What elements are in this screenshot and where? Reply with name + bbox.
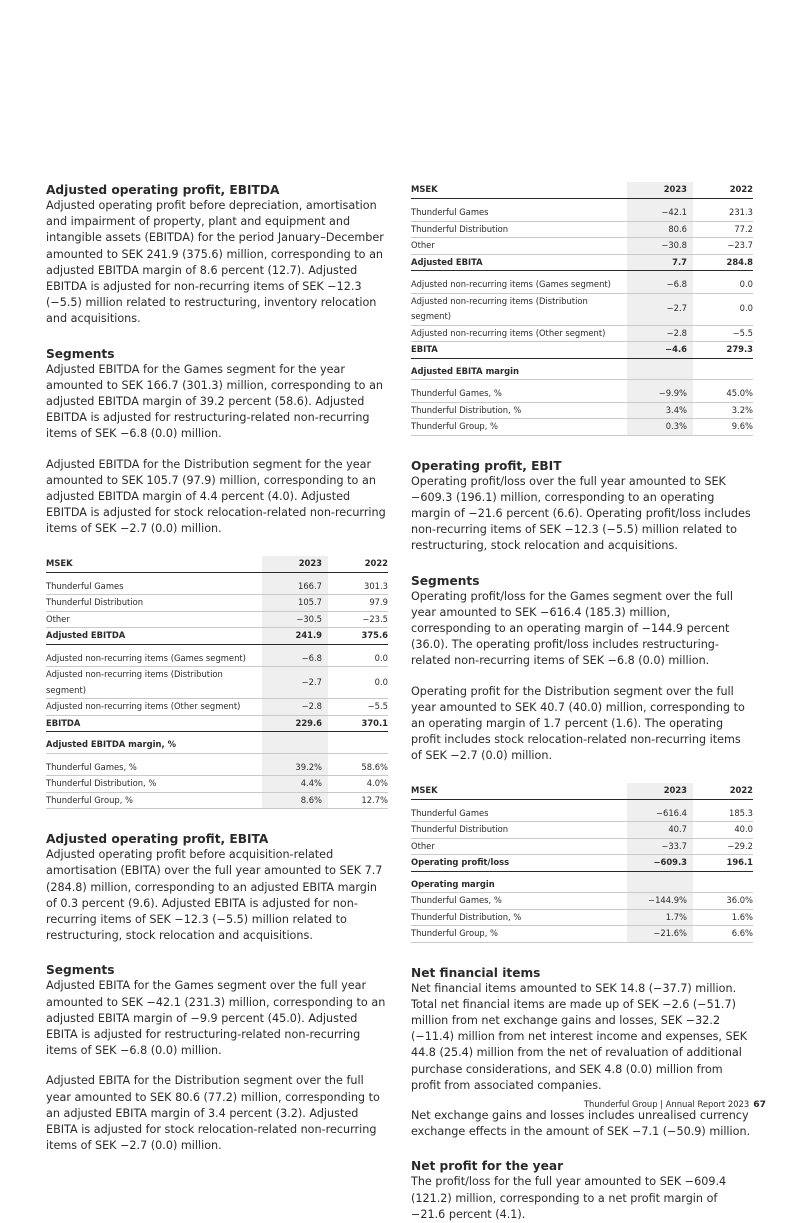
table-cell: 3.2% [693,402,753,419]
table-row [411,271,753,294]
table-cell: Thunderful Games, % [411,380,627,403]
table-cell: −144.9% [627,893,693,910]
table-cell: −6.8 [262,644,328,667]
table-cell: 40.7 [627,822,693,839]
table-header-cell: 2023 [262,556,328,573]
net-financial-paragraph-2: Net exchange gains and losses includes unrealised currency exchange effects in the amount of SEK −7.1 (−50.9) million. [411,1108,751,1139]
table-cell: 185.3 [693,799,753,822]
table-cell: −42.1 [627,199,693,222]
table-cell: 58.6% [328,753,388,776]
table-cell: EBITDA [46,715,262,732]
ebita-segments-paragraph-1: Adjusted EBITA for the Games segment over the full year amounted to SEK −42.1 (231.3) million, corresponding to an adjusted EBITA margin of −9.9 percent (45.0). Adjusted EBITA is adjusted for restructuring-related non-recurring items of SEK −6.8 (0.0) million. [46,979,386,1058]
ebita-segments-heading: Segments [46,963,115,978]
table-cell: −21.6% [627,926,693,943]
table-header-cell: 2023 [627,783,693,800]
right-column [411,182,753,1223]
table-cell: −2.8 [262,699,328,716]
table-header-cell: 2022 [328,556,388,573]
table-cell [627,358,693,380]
table-row [411,871,753,893]
ebit-segments-paragraph-1: Operating profit/loss for the Games segment over the full year amounted to SEK −616.4 (185.3) million, corresponding to an operating margin of −144.9 percent (36.0). The operating profit/loss includes restructuring-related non-recurring items of SEK −6.8 (0.0) million. [411,589,733,668]
table-row [411,838,753,855]
table-cell: Adjusted non-recurring items (Distribution segment) [411,293,627,325]
table-cell: 12.7% [328,792,388,809]
net-financial-paragraph-1: Net financial items amounted to SEK 14.8 (−37.7) million. Total net financial items are made up of SEK −2.6 (−51.7) million from net exchange gains and losses, SEK −32.2 (−11.4) million from net interest income and expenses, SEK 44.8 (25.4) million from the net of revaluation of additional purchase considerations, and SEK 4.8 (0.0) million from profit from associated companies. [411,981,748,1092]
table-row [411,855,753,872]
table-cell: −23.5 [328,611,388,628]
table-row [411,893,753,910]
table-row [46,667,388,699]
table-cell: 9.6% [693,419,753,436]
ebitda-segments-paragraph-1: Adjusted EBITDA for the Games segment for the year amounted to SEK 166.7 (301.3) million, corresponding to an adjusted EBITDA margin of 39.2 percent (58.6). Adjusted EBITDA is adjusted for restructuring-related non-recurring items of SEK −6.8 (0.0) million. [46,362,384,441]
table-cell: 3.4% [627,402,693,419]
table-row [411,402,753,419]
table-cell: 0.3% [627,419,693,436]
table-cell: 229.6 [262,715,328,732]
table-cell: Adjusted EBITDA margin, % [46,732,262,754]
table-cell: 0.0 [693,271,753,294]
table-header-cell: 2022 [693,182,753,199]
ebitda-segments-paragraph-2: Adjusted EBITDA for the Distribution segment for the year amounted to SEK 105.7 (97.9) million, corresponding to an adjusted EBITDA margin of 4.4 percent (4.0). Adjusted EBITDA is adjusted for stock relocation-related non-recurring items of SEK −2.7 (0.0) million. [46,457,386,536]
table-cell [262,732,328,754]
table-header-cell: MSEK [411,783,627,800]
page-number: 67 [753,1099,766,1110]
table-cell [693,871,753,893]
table-cell: 375.6 [328,628,388,645]
table-cell [328,732,388,754]
table-cell: −5.5 [693,325,753,342]
table-cell: Adjusted non-recurring items (Other segment) [46,699,262,716]
table-row [46,699,388,716]
table-row [46,776,388,793]
table-cell: Thunderful Games [46,572,262,595]
table-row [411,342,753,359]
ebitda-heading: Adjusted operating profit, EBITDA [46,183,280,197]
ebitda-paragraph: Adjusted operating profit before depreciation, amortisation and impairment of property, plant and equipment and intangible assets (EBITDA) for the period January–December amounted to SEK 241.9 (375.6) million, corresponding to an adjusted EBITDA margin of 8.6 percent (12.7). Adjusted EBITDA is adjusted for non-recurring items of SEK −12.3 (−5.5) million related to restructuring, inventory relocation and acquisitions. [46,199,384,326]
table-row [411,199,753,222]
table-header-cell: 2023 [627,182,693,199]
table-cell: 301.3 [328,572,388,595]
table-cell: 0.0 [328,644,388,667]
table-row [411,822,753,839]
table-cell: Thunderful Distribution [411,221,627,238]
table-row [411,926,753,943]
table-cell: 231.3 [693,199,753,222]
table-cell: 0.0 [328,667,388,699]
left-column [46,182,388,1154]
table-cell: 36.0% [693,893,753,910]
table-cell: 279.3 [693,342,753,359]
table-cell: 80.6 [627,221,693,238]
table-cell: Other [411,838,627,855]
table-header-cell: 2022 [693,783,753,800]
table-cell: −23.7 [693,238,753,255]
table-cell: Operating profit/loss [411,855,627,872]
table-cell: Other [46,611,262,628]
table-cell: 105.7 [262,595,328,612]
table-cell: Adjusted EBITA [411,254,627,271]
table-row [46,611,388,628]
table-cell: Adjusted non-recurring items (Distribution segment) [46,667,262,699]
table-cell: 77.2 [693,221,753,238]
table-cell: Thunderful Group, % [411,419,627,436]
table-row [411,909,753,926]
table-row [46,572,388,595]
table-header-row [411,783,753,800]
table-cell: Thunderful Games, % [46,753,262,776]
table-cell: Thunderful Group, % [46,792,262,809]
table-cell: Thunderful Games [411,799,627,822]
table-row [411,419,753,436]
table-cell: 8.6% [262,792,328,809]
table-cell: 370.1 [328,715,388,732]
table-cell: −30.5 [262,611,328,628]
table-cell: −9.9% [627,380,693,403]
table-row [411,254,753,271]
table-row [411,221,753,238]
table-header-cell: MSEK [46,556,262,573]
table-cell: 4.0% [328,776,388,793]
table-cell: Adjusted non-recurring items (Games segment) [46,644,262,667]
table-row [46,732,388,754]
table-cell: EBITA [411,342,627,359]
table-row [411,380,753,403]
table-cell [627,871,693,893]
table-cell: 284.8 [693,254,753,271]
table-cell: 1.7% [627,909,693,926]
table-cell: 1.6% [693,909,753,926]
ebit-segments-heading: Segments [411,573,480,588]
table-row [46,644,388,667]
table-cell: 6.6% [693,926,753,943]
table-row [46,628,388,645]
net-profit-paragraph: The profit/loss for the full year amounted to SEK −609.4 (121.2) million, corresponding to a net profit margin of −21.6 percent (4.1). [411,1175,727,1221]
table-header-cell: MSEK [411,182,627,199]
table-cell: Thunderful Distribution [411,822,627,839]
table-row [46,595,388,612]
ebitda-table [46,556,388,810]
table-cell: Other [411,238,627,255]
table-cell: −5.5 [328,699,388,716]
table-cell: Adjusted EBITDA [46,628,262,645]
ebit-paragraph: Operating profit/loss over the full year amounted to SEK −609.3 (196.1) million, corresponding to an operating margin of −21.6 percent (6.6). Operating profit/loss includes non-recurring items of SEK −12.3 (−5.5) million related to restructuring, stock relocation and acquisitions. [411,474,751,553]
table-cell: Thunderful Group, % [411,926,627,943]
table-cell: Adjusted non-recurring items (Games segment) [411,271,627,294]
table-cell: 4.4% [262,776,328,793]
table-cell: 97.9 [328,595,388,612]
table-cell: −29.2 [693,838,753,855]
net-profit-heading: Net profit for the year [411,1159,564,1174]
table-cell: −6.8 [627,271,693,294]
table-cell: 166.7 [262,572,328,595]
table-cell: Thunderful Distribution, % [411,909,627,926]
table-cell: Thunderful Distribution [46,595,262,612]
ebita-heading: Adjusted operating profit, EBITA [46,832,269,847]
table-cell: 7.7 [627,254,693,271]
table-cell: −609.3 [627,855,693,872]
table-row [46,753,388,776]
table-cell: 241.9 [262,628,328,645]
ebit-heading: Operating profit, EBIT [411,458,562,473]
table-row [411,325,753,342]
footer-text: Thunderful Group | Annual Report 2023 [583,1099,750,1109]
table-row [46,792,388,809]
table-row [46,715,388,732]
table-cell: Adjusted EBITA margin [411,358,627,380]
table-cell: −2.7 [627,293,693,325]
page-footer [584,1099,766,1110]
table-row [411,293,753,325]
table-row [411,358,753,380]
table-cell: 40.0 [693,822,753,839]
table-cell: −30.8 [627,238,693,255]
table-cell [693,358,753,380]
ebita-segments-paragraph-2: Adjusted EBITA for the Distribution segment over the full year amounted to SEK 80.6 (77.2) million, corresponding to an adjusted EBITA margin of 3.4 percent (3.2). Adjusted EBITA is adjusted for stock relocation-related non-recurring items of SEK −2.7 (0.0) million. [46,1074,380,1153]
table-cell: Adjusted non-recurring items (Other segment) [411,325,627,342]
table-row [411,799,753,822]
ebit-table [411,783,753,943]
table-cell: Thunderful Games, % [411,893,627,910]
ebita-table [411,182,753,436]
table-cell: 45.0% [693,380,753,403]
table-cell: Thunderful Distribution, % [46,776,262,793]
table-cell: −4.6 [627,342,693,359]
ebita-paragraph: Adjusted operating profit before acquisition-related amortisation (EBITA) over the full year amounted to SEK 7.7 (284.8) million, corresponding to an adjusted EBITA margin of 0.3 percent (9.6). Adjusted EBITA is adjusted for non-recurring items of SEK −12.3 (−5.5) million related to restructuring, stock relocation and acquisitions. [46,848,383,943]
table-cell: Operating margin [411,871,627,893]
table-cell: 0.0 [693,293,753,325]
net-financial-heading: Net financial items [411,965,541,980]
table-row [411,238,753,255]
table-cell: −616.4 [627,799,693,822]
table-cell: 196.1 [693,855,753,872]
table-header-row [411,182,753,199]
table-cell: −2.8 [627,325,693,342]
table-cell: 39.2% [262,753,328,776]
table-cell: −2.7 [262,667,328,699]
table-header-row [46,556,388,573]
ebit-segments-paragraph-2: Operating profit for the Distribution segment over the full year amounted to SEK 40.7 (40.0) million, corresponding to an operating margin of 1.7 percent (1.6). The operating profit includes stock relocation-related non-recurring items of SEK −2.7 (0.0) million. [411,684,745,763]
ebitda-segments-heading: Segments [46,346,115,361]
table-cell: Thunderful Distribution, % [411,402,627,419]
table-cell: Thunderful Games [411,199,627,222]
table-cell: −33.7 [627,838,693,855]
